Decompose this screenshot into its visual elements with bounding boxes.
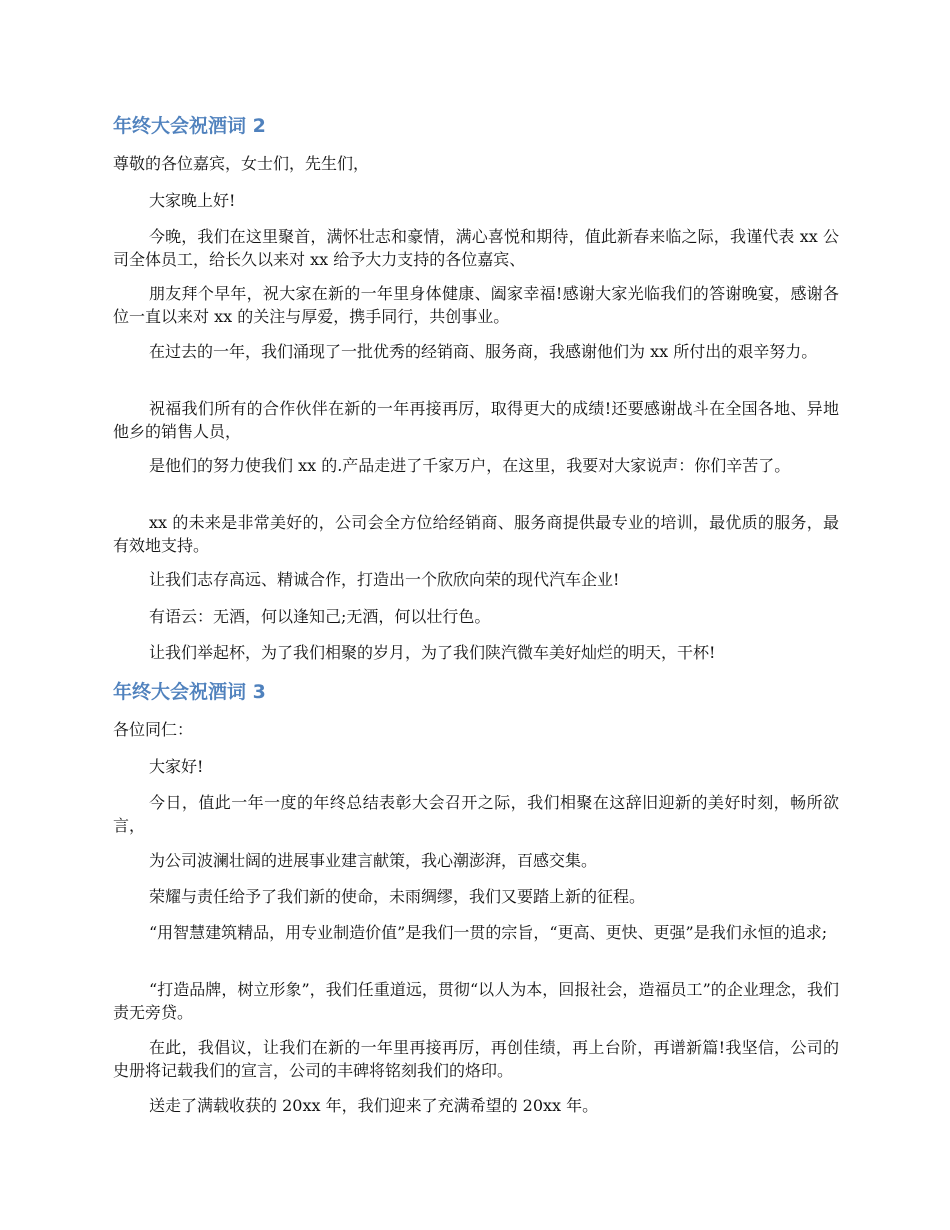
paragraph: 让我们举起杯，为了我们相聚的岁月，为了我们陕汽微车美好灿烂的明天，干杯! <box>149 643 716 662</box>
paragraph-greeting: 各位同仁： <box>113 720 194 739</box>
paragraph: 荣耀与责任给予了我们新的使命，未雨绸缪，我们又要踏上新的征程。 <box>149 887 646 906</box>
paragraph: 有语云：无酒，何以逢知己;无酒，何以壮行色。 <box>149 607 491 626</box>
paragraph: 是他们的努力使我们 xx 的.产品走进了千家万户，在这里，我要对大家说声：你们辛苦了。 <box>149 456 791 475</box>
section-title-3: 年终大会祝酒词 3 <box>113 681 266 703</box>
paragraph: 为公司波澜壮阔的进展事业建言献策，我心潮澎湃，百感交集。 <box>149 851 598 870</box>
paragraph: 今日，值此一年一度的年终总结表彰大会召开之际，我们相聚在这辞旧迎新的美好时刻，畅所欲言， <box>113 793 839 835</box>
paragraph: 今晚，我们在这里聚首，满怀壮志和豪情，满心喜悦和期待，值此新春来临之际，我谨代表 xx 公司全体员工，给长久以来对 xx 给予大力支持的各位嘉宾、 <box>113 227 839 269</box>
paragraph: 朋友拜个早年，祝大家在新的一年里身体健康、阖家幸福!感谢大家光临我们的答谢晚宴，感谢各位一直以来对 xx 的关注与厚爱，携手同行，共创事业。 <box>113 284 839 326</box>
paragraph: 送走了满载收获的 20xx 年，我们迎来了充满希望的 20xx 年。 <box>149 1096 599 1115</box>
paragraph: 让我们志存高远、精诚合作，打造出一个欣欣向荣的现代汽车企业! <box>149 570 620 589</box>
paragraph-greeting: 尊敬的各位嘉宾，女士们，先生们， <box>113 154 370 173</box>
paragraph: “打造品牌，树立形象”，我们任重道远，贯彻“以人为本，回报社会，造福员工”的企业理念，我们责无旁贷。 <box>113 980 839 1022</box>
paragraph: 在过去的一年，我们涌现了一批优秀的经销商、服务商，我感谢他们为 xx 所付出的艰辛努力。 <box>149 342 818 361</box>
section-title-2: 年终大会祝酒词 2 <box>113 115 266 137</box>
paragraph: 祝福我们所有的合作伙伴在新的一年再接再厉，取得更大的成绩!还要感谢战斗在全国各地、异地他乡的销售人员， <box>113 399 839 441</box>
paragraph: 大家好! <box>149 757 204 776</box>
paragraph: xx 的未来是非常美好的，公司会全方位给经销商、服务商提供最专业的培训，最优质的服务，最有效地支持。 <box>113 513 839 555</box>
paragraph: 大家晚上好! <box>149 191 236 210</box>
paragraph: “用智慧建筑精品，用专业制造价值”是我们一贯的宗旨，“更高、更快、更强”是我们永恒的追求; <box>149 923 828 942</box>
paragraph: 在此，我倡议，让我们在新的一年里再接再厉，再创佳绩，再上台阶，再谱新篇!我坚信，公司的史册将记载我们的宣言，公司的丰碑将铭刻我们的烙印。 <box>113 1038 839 1080</box>
